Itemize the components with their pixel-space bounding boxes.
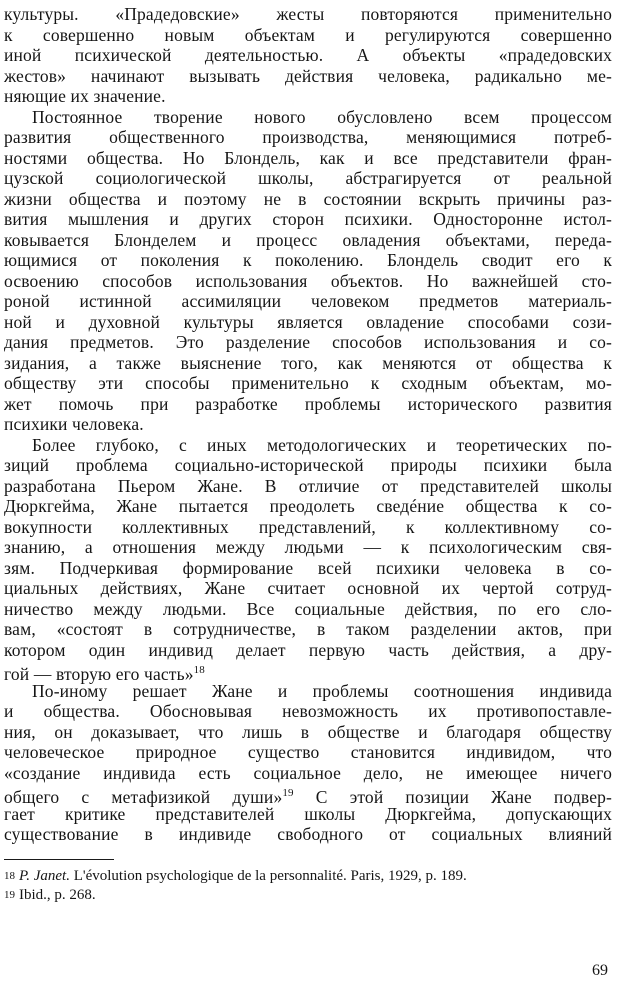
footnote-separator [4,859,114,860]
text-line: Постоянное творение нового обусловлено всем процессом [32,106,612,127]
text-line: человеческое природное существо становится индивидом, что [4,742,612,762]
footnote-text: L'évolution psychologique de la personnalité. Paris, 1929, p. 189. [73,867,467,884]
text-line: дания предметов. Это разделение способов использования и со- [4,332,612,352]
footnote-author: P. Janet. [19,867,74,884]
text-line: няющие их значение. [4,86,166,106]
footnote-ref: 18 [193,664,205,676]
text-line: культуры. «Прадедовские» жесты повторяются применительно [4,4,612,24]
text-line: иной психической деятельностью. А объекты «прадедовских [4,45,612,65]
text-line: и общества. Обосновывая невозможность их противопоставле- [4,701,612,721]
footnote-number: 18 [4,869,15,882]
text-line: ния, он доказывает, что лишь в обществе и благодаря обществу [4,721,612,742]
text-line: циальных действиях, Жане считает основной их чертой сотруд- [4,578,612,598]
text-line: психики человека. [4,414,144,434]
footnote-ref: 19 [282,787,294,799]
text-span: гой — вторую его часть» [4,663,194,684]
text-line: ничество между людьми. Все социальные действия, по его сло- [4,598,612,619]
page-number: 69 [592,962,608,979]
text-line: котором один индивид делает первую часть действия, а дру- [4,639,612,660]
text-line: жестов» начинают вызывать действия человека, радикально ме- [4,65,612,86]
text-line: вития мышления и других сторон психики. Односторонне истол- [4,209,612,229]
text-line: гает критике представителей школы Дюркгейма, допускающих [4,803,612,824]
text-line: ностями общества. Но Блондель, как и все представители фран- [4,147,612,168]
text-line: зиций проблема социально-исторической природы психики была [4,455,612,475]
text-line: освоению способов использования объектов. Но важнейшей сто- [4,270,612,291]
text-line: знанию, а отношения между людьми — к психологическим свя- [4,537,612,557]
text-line: разработана Пьером Жане. В отличие от представителей школы [4,475,612,496]
footnote-19 [4,886,96,904]
text-line: зидания, а также выяснение того, как меняются от общества к [4,352,612,373]
text-line: Более глубоко, с иных методологических и теоретических по- [32,434,612,455]
text-line: жизни общества и поэтому не в состоянии вскрыть причины раз- [4,188,612,209]
text-span: общего с метафизикой души» [4,786,283,807]
text-line: роной истинной ассимиляции человеком предметов материаль- [4,291,612,311]
text-span: С этой позиции Жане подвер- [315,786,612,807]
text-line: По-иному решает Жане и проблемы соотношения индивида [32,680,612,701]
text-line: ковывается Блонделем и процесс овладения объектами, переда- [4,229,612,250]
footnote-number: 19 [4,888,15,901]
text-line: ной и духовной культуры является овладение способами сози- [4,311,612,332]
text-line: цузской социологической школы, абстрагируется от реальной [4,168,612,188]
footnote-18 [4,867,467,885]
footnote-text: Ibid., p. 268. [19,886,96,903]
text-line: обществу эти способы применительно к сходным объектам, мо- [4,373,612,393]
text-line: развития общественного производства, меняющимися потреб- [4,127,612,147]
text-line: существование в индивиде свободного от социальных влияний [4,824,612,844]
text-line: зям. Подчеркивая формирование всей психики человека в со- [4,557,612,578]
text-line: вокупности коллективных представлений, к коллективному со- [4,516,612,537]
text-line: «создание индивида есть социальное дело, не имеющее ничего [4,762,612,783]
text-line: жет помочь при разработке проблемы исторического развития [4,393,612,414]
text-line: ющимися от поколения к поколению. Блондель сводит его к [4,250,612,270]
text-line: Дюркгейма, Жане пытается преодолеть сведéние общества к со- [4,496,612,516]
text-line: вам, «состоят в сотрудничестве, в таком разделении актов, при [4,619,612,639]
text-line: к совершенно новым объектам и регулируются совершенно [4,24,612,45]
